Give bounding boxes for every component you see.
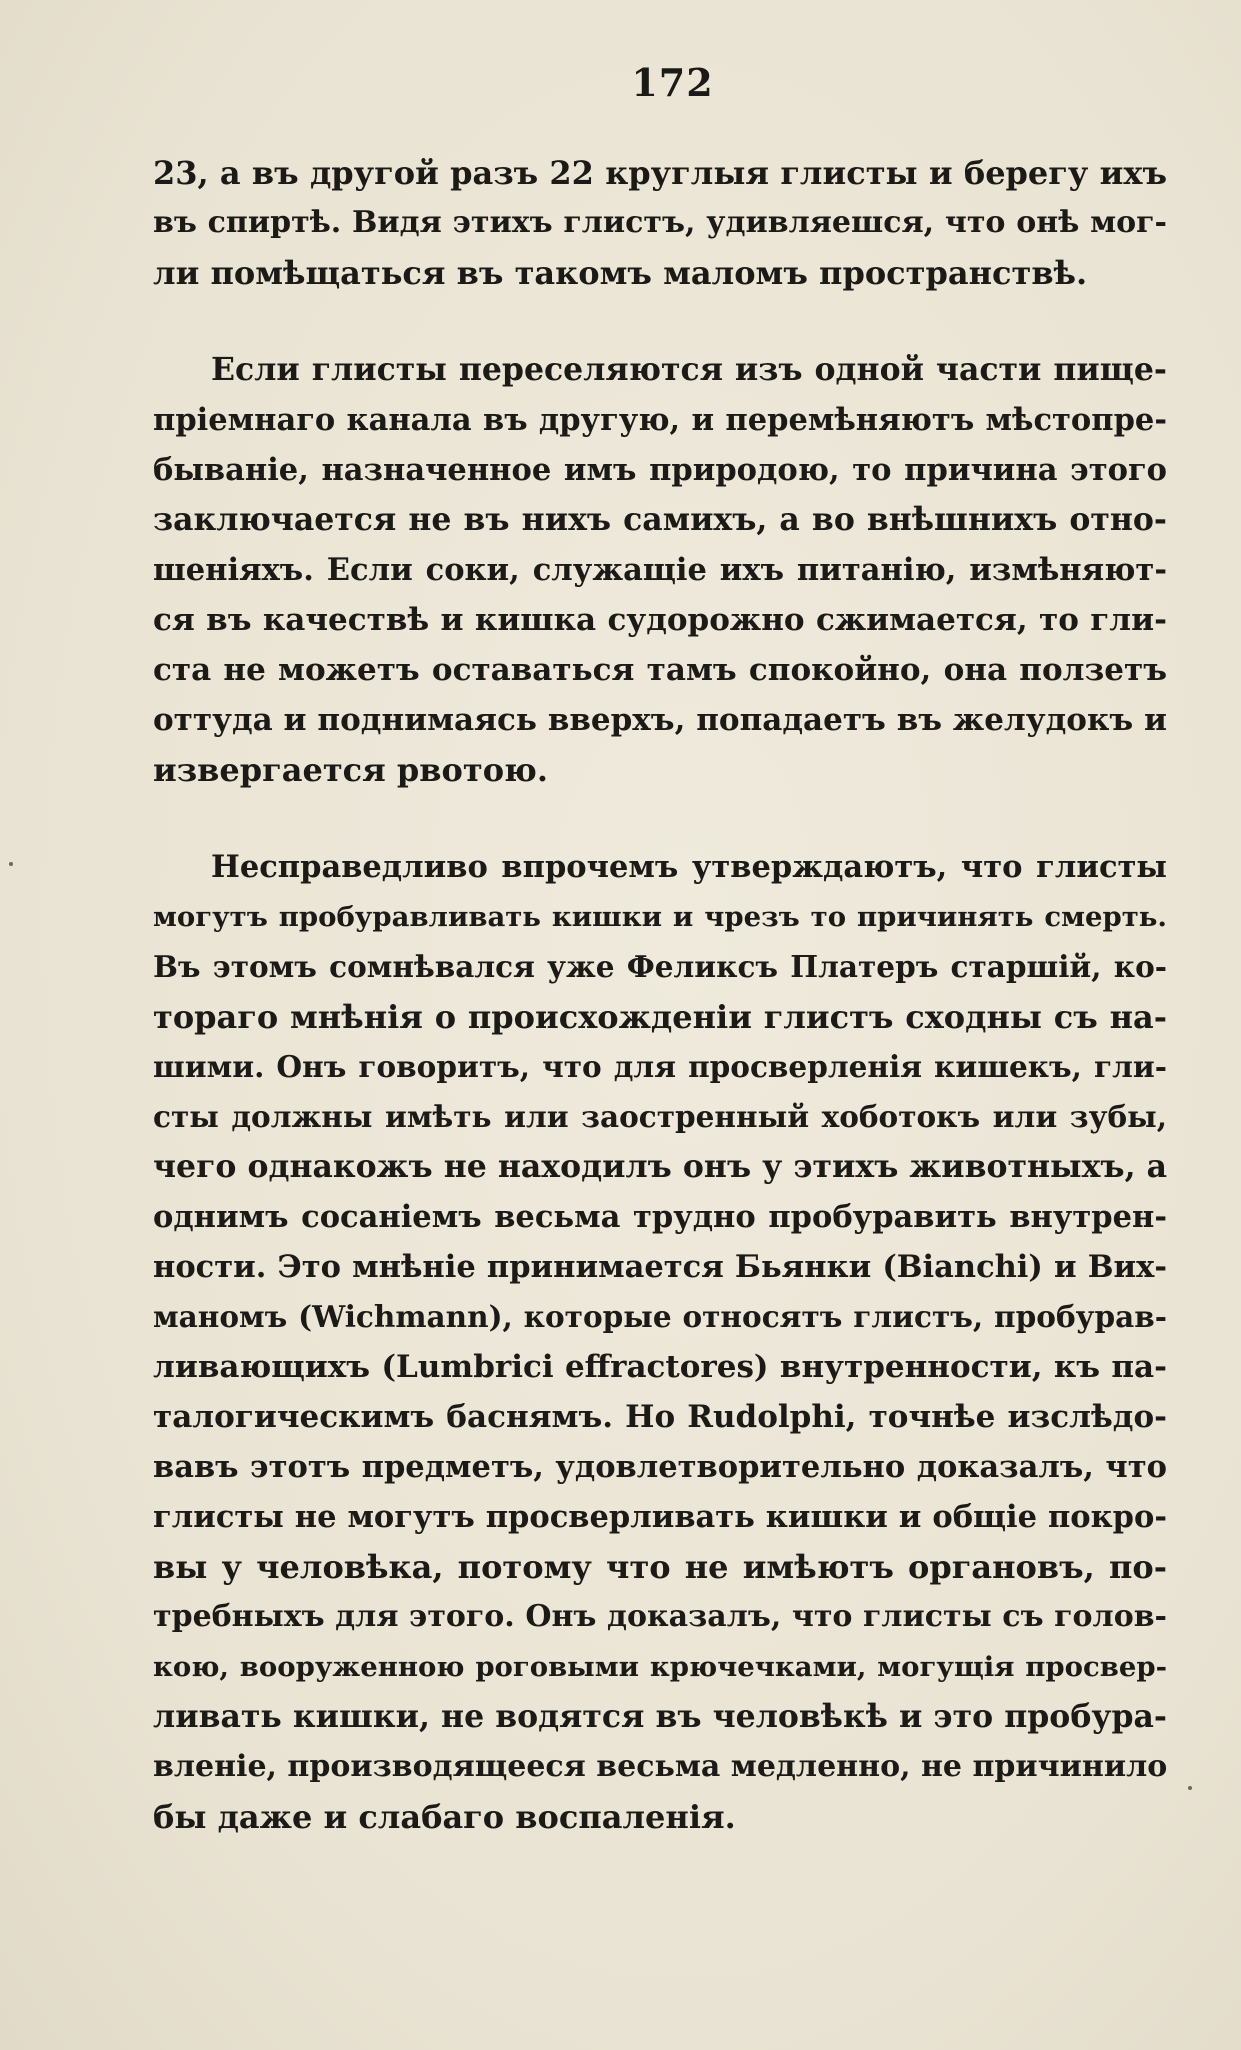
text-line: ста не можетъ оставаться тамъ спокойно, она ползетъ (153, 652, 1167, 688)
text-line: оттуда и поднимаясь вверхъ, попадаетъ въ желудокъ и (153, 702, 1167, 738)
text-line: шими. Онъ говоритъ, что для просверленія кишекъ, гли- (153, 1049, 1167, 1084)
text-line: бы даже и слабаго воспаленія. (153, 1798, 736, 1836)
text-line: извергается рвотою. (153, 751, 548, 789)
text-line: Въ этомъ сомнѣвался уже Феликсъ Платеръ старшій, ко- (153, 949, 1167, 984)
paragraph-2 (153, 345, 1167, 795)
text-line: ливающихъ (Lumbrici effractores) внутренности, къ па- (153, 1349, 1167, 1385)
text-line: бываніе, назначенное имъ природою, то причина этого (153, 452, 1167, 488)
text-line: Если глисты переселяются изъ одной части пище- (211, 351, 1167, 388)
text-line: требныхъ для этого. Онъ доказалъ, что глисты съ голов- (153, 1599, 1167, 1634)
text-line: пріемнаго канала въ другую, и перемѣняютъ мѣстопре- (153, 402, 1167, 438)
text-line: сты должны имѣть или заостренный хоботокъ или зубы, (153, 1099, 1167, 1134)
text-line: ли помѣщаться въ такомъ маломъ пространствѣ. (153, 254, 1088, 292)
text-line: чего однакожъ не находилъ онъ у этихъ животныхъ, а (153, 1148, 1167, 1185)
text-line: вавъ этотъ предметъ, удовлетворительно доказалъ, что (153, 1449, 1167, 1485)
text-line: тораго мнѣнія о происхожденіи глистъ сходны съ на- (153, 998, 1167, 1036)
text-line: ливать кишки, не водятся въ человѣкѣ и это пробура- (153, 1698, 1167, 1735)
text-line: могутъ пробуравливать кишки и чрезъ то причинять смерть. (153, 901, 1167, 933)
text-line: глисты не могутъ просверливать кишки и общіе покро- (153, 1499, 1167, 1535)
text-line: заключается не въ нихъ самихъ, а во внѣшнихъ отно- (153, 501, 1167, 538)
text-line: ся въ качествѣ и кишка судорожно сжимается, то гли- (153, 602, 1167, 638)
text-line: маномъ (Wichmann), которые относятъ глистъ, пробурав- (153, 1299, 1167, 1334)
text-line: ности. Это мнѣніе принимается Бьянки (Bianchi) и Вих- (153, 1249, 1167, 1285)
page-number: 172 (631, 60, 714, 105)
text-line: однимъ сосаніемъ весьма трудно пробуравить внутрен- (153, 1199, 1167, 1235)
paper-speck (1188, 1786, 1192, 1790)
text-line: вленіе, производящееся весьма медленно, не причинило (153, 1749, 1167, 1784)
text-line: 23, а въ другой разъ 22 круглыя глисты и берегу ихъ (153, 154, 1167, 192)
text-line: шеніяхъ. Если соки, служащіе ихъ питанію, измѣняют- (153, 552, 1167, 588)
paper-speck (9, 862, 13, 866)
paragraph-3 (153, 842, 1167, 1842)
text-line: въ спиртѣ. Видя этихъ глистъ, удивляешся, что онѣ мог- (153, 205, 1167, 240)
text-line: кою, вооруженною роговыми крючечками, могущія просвер- (153, 1651, 1167, 1683)
text-line: вы у человѣка, потому что не имѣютъ органовъ, по- (153, 1548, 1167, 1586)
text-line: талогическимъ баснямъ. Но Rudolphi, точнѣе изслѣдо- (153, 1399, 1167, 1435)
paragraph-1 (153, 148, 1167, 298)
text-line: Несправедливо впрочемъ утверждаютъ, что глисты (211, 849, 1167, 885)
